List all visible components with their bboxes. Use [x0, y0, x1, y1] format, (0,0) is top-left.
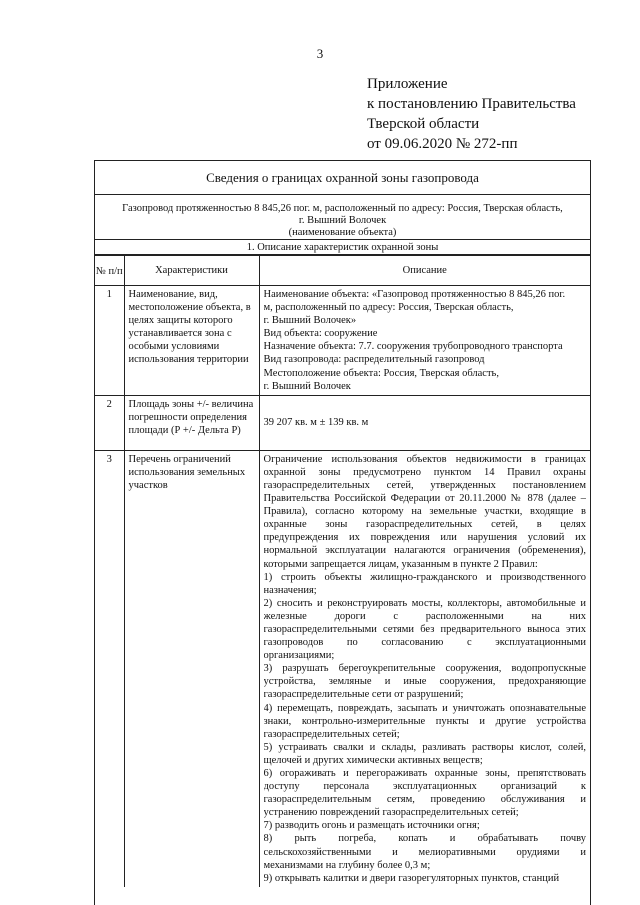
description-line: охранные зоны газораспределительных сетей, в целях [263, 519, 586, 531]
table-header-row [95, 256, 590, 286]
description-line: 7) разводить огонь и размещать источники огня; [263, 820, 480, 832]
description-line: Вид объекта: сооружение [263, 328, 378, 340]
table-row [95, 395, 590, 450]
description-line: 1) строить объекты жилищно-гражданского и производственного [263, 571, 586, 583]
row-description: 39 207 кв. м ± 139 кв. м [259, 395, 590, 450]
description-line: устранению повреждений газораспределительных сетей; [263, 807, 519, 819]
description-line: сельскохозяйственными и мелиоративными орудиями и [263, 846, 586, 858]
section-heading: 1. Описание характеристик охранной зоны [95, 240, 590, 255]
description-line: 2) сносить и реконструировать мосты, коллекторы, автомобильные и [263, 597, 586, 609]
row-characteristic: Площадь зоны +/- величина погрешности определения площади (Р +/- Дельта Р) [124, 395, 259, 450]
description-line: Назначение объекта: 7.7. сооружения трубопроводного транспорта [263, 341, 563, 353]
appendix-block [367, 74, 576, 154]
description-line: охранной зоны предусмотрено пунктом 14 Правил охраны [263, 466, 586, 478]
description-line: м, расположенный по адресу: Россия, Тверская область, [263, 302, 514, 314]
row-number: 2 [95, 395, 124, 450]
description-line: Вид газопровода: распределительный газопровод [263, 354, 485, 366]
row-characteristic: Перечень ограничений использования земельных участков [124, 450, 259, 887]
row-number: 3 [95, 450, 124, 887]
description-line: газопроводов по согласованию с эксплуатационными [263, 637, 586, 649]
description-line: нормальной эксплуатации налагаются ограничения (обременения), [263, 545, 586, 557]
appendix-line: Приложение [367, 76, 448, 92]
description-line: назначения; [263, 584, 317, 596]
description-line: предупреждения их повреждения или нарушения условий их [263, 532, 586, 544]
object-caption: (наименование объекта) [288, 227, 397, 238]
row-characteristic: Наименование, вид, местоположение объекта, в целях защиты которого устанавливается зона с особыми условиями использования территории [124, 286, 259, 396]
description-line: г. Вышний Волочек» [263, 315, 357, 327]
appendix-date-line: от 09.06.2020 № 272-пп [367, 136, 518, 152]
description-line: 5) устраивать свалки и склады, разливать растворы кислот, солей, [263, 741, 586, 753]
description-line: знаки, контрольно-измерительные пункты и другие устройства [263, 715, 586, 727]
row-description [259, 286, 590, 396]
description-line: устройства, земляные и иные сооружения, предохраняющие [263, 676, 586, 688]
object-name-line: г. Вышний Волочек [298, 215, 387, 226]
header-num: № п/п [95, 256, 124, 286]
description-line: 8) рыть погреба, копать и обрабатывать почву [263, 833, 586, 845]
description-line: доступу персонала эксплуатационных организаций к [263, 781, 586, 793]
appendix-line: Тверской области [367, 116, 480, 132]
description-line: 9) открывать калитки и двери газорегуляторных пунктов, станций [263, 872, 560, 884]
header-description: Описание [259, 256, 590, 286]
description-line: 4) перемещать, повреждать, засыпать и уничтожать опознавательные [263, 702, 586, 714]
description-line: Правительства Российской Федерации от 20.11.2000 № 878 (далее – [263, 493, 586, 505]
description-line: Правила), согласно которому на земельные участки, входящие в [263, 506, 586, 518]
description-line: Местоположение объекта: Россия, Тверская область, [263, 367, 499, 379]
table-row [95, 450, 590, 887]
description-line: 6) огораживать и перегораживать охранные зоны, препятствовать [263, 768, 586, 779]
description-line: Ограничение использования объектов недвижимости в границах [263, 453, 586, 465]
description-line: Наименование объекта: «Газопровод протяженностью 8 845,26 пог. [263, 289, 566, 300]
table-row [95, 286, 590, 396]
description-line: щелочей и других химически активных веществ; [263, 754, 483, 766]
characteristics-table [95, 255, 590, 887]
document-title: Сведения о границах охранной зоны газопровода [95, 161, 590, 195]
description-line: газораспределительных сетей, утвержденных постановлением [263, 479, 586, 491]
document-frame [94, 160, 591, 905]
description-line: организациями; [263, 650, 335, 662]
row-description [259, 450, 590, 887]
description-line: газораспределительным сетям, проведению обслуживания и [263, 794, 586, 806]
appendix-line: к постановлению Правительства [367, 96, 576, 112]
header-characteristics: Характеристики [124, 256, 259, 286]
object-name-line: Газопровод протяженностью 8 845,26 пог. м, расположенный по адресу: Россия, Тверская область, [122, 203, 563, 214]
description-line: газораспределительных сетей; [263, 728, 400, 740]
description-line: газораспределительными сетями без предварительного выноса этих [263, 623, 586, 635]
object-block [95, 195, 590, 240]
description-line: механизмами на глубину более 0,3 м; [263, 859, 431, 871]
description-line: г. Вышний Волочек [263, 380, 351, 392]
description-line: которыми запрещается лицам, указанным в пункте 2 Правил: [263, 558, 538, 570]
row-number: 1 [95, 286, 124, 396]
description-line: железные дороги с расположенными на них [263, 610, 586, 622]
description-line: газораспределительные сети от разрушений; [263, 689, 464, 701]
description-line: 3) разрушать берегоукрепительные сооружения, водопропускные [263, 663, 586, 675]
page-number: 3 [316, 46, 324, 61]
